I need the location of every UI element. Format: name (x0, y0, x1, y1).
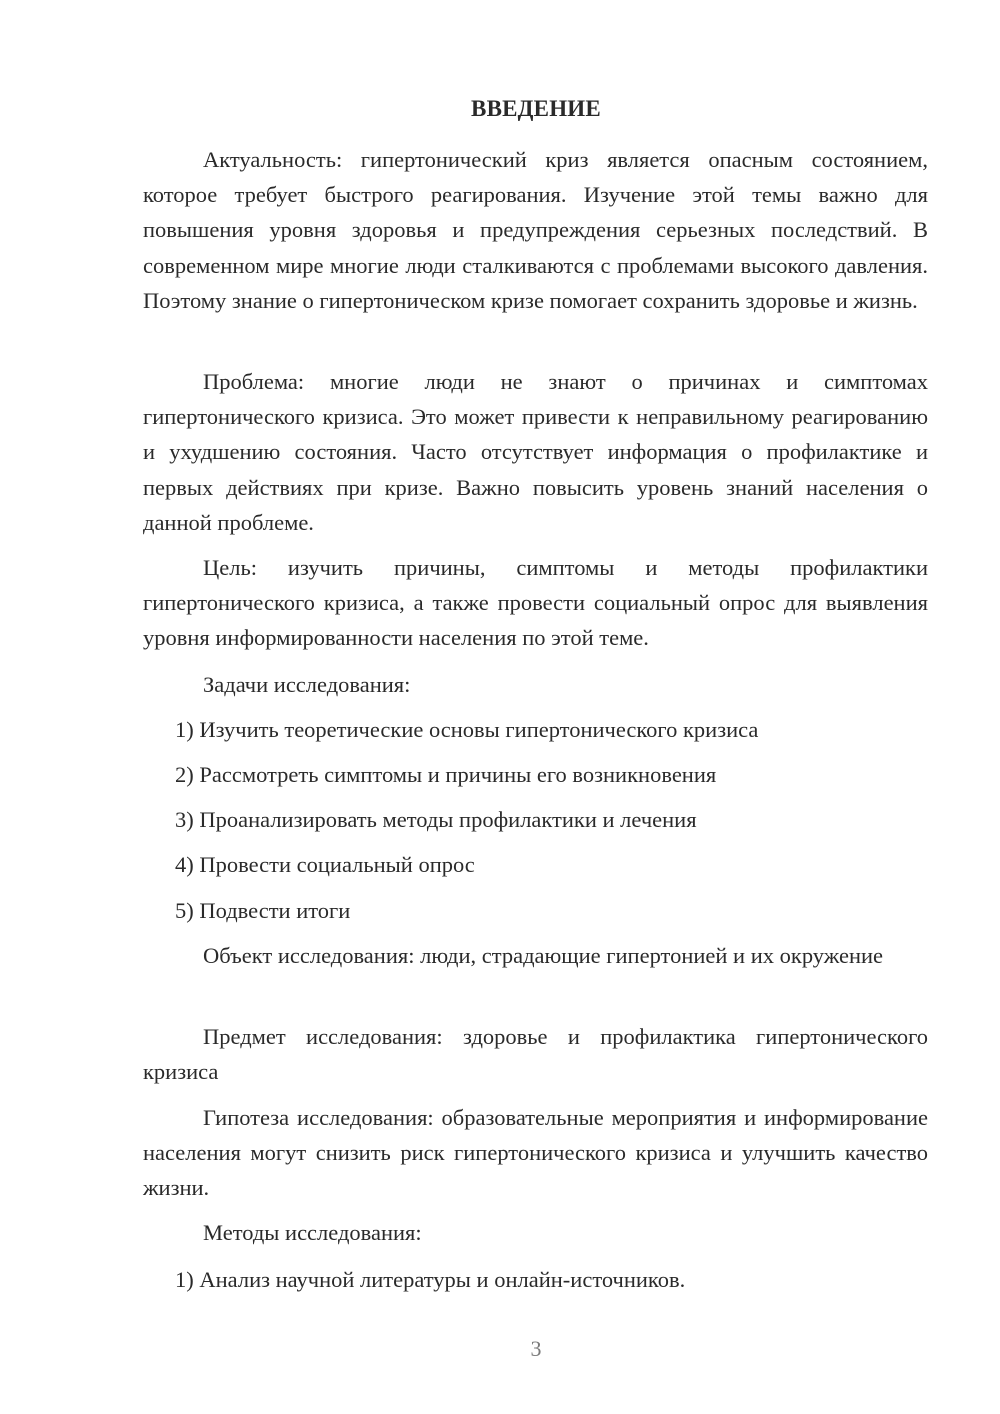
method-item: 1) Анализ научной литературы и онлайн-источников. (175, 1267, 686, 1292)
methods-title: Методы исследования: (203, 1220, 422, 1245)
object-paragraph: Объект исследования: люди, страдающие гипертонией и их окружение (203, 943, 884, 968)
task-item: 3) Проанализировать методы профилактики и лечения (175, 807, 697, 832)
relevance-paragraph: Актуальность: гипертонический криз является опасным состоянием, которое требует быстрого реагирования. Изучение этой темы важно для повышения уровня здоровья и предупреждения серьезных последствий. В современном мире многие люди сталкиваются с проблемами высокого давления. Поэтому знание о гипертоническом кризе помогает сохранить здоровье и жизнь. (143, 147, 928, 313)
task-item: 1) Изучить теоретические основы гипертонического кризиса (175, 717, 759, 742)
goal-paragraph: Цель: изучить причины, симптомы и методы профилактики гипертонического кризиса, а также провести социальный опрос для выявления уровня информированности населения по этой теме. (143, 555, 928, 651)
page-number: 3 (530, 1336, 542, 1361)
problem-paragraph: Проблема: многие люди не знают о причинах и симптомах гипертонического кризиса. Это может привести к неправильному реагированию и ухудшению состояния. Часто отсутствует информация о профилактике и первых действиях при кризе. Важно повысить уровень знаний населения о данной проблеме. (143, 369, 928, 535)
task-item: 2) Рассмотреть симптомы и причины его возникновения (175, 762, 717, 787)
task-item: 5) Подвести итоги (175, 898, 351, 923)
task-item: 4) Провести социальный опрос (175, 852, 475, 877)
tasks-title: Задачи исследования: (203, 672, 411, 697)
hypothesis-paragraph: Гипотеза исследования: образовательные мероприятия и информирование населения могут снизить риск гипертонического кризиса и улучшить качество жизни. (143, 1105, 928, 1201)
section-heading: ВВЕДЕНИЕ (471, 96, 601, 121)
subject-paragraph: Предмет исследования: здоровье и профилактика гипертонического кризиса (143, 1024, 928, 1085)
